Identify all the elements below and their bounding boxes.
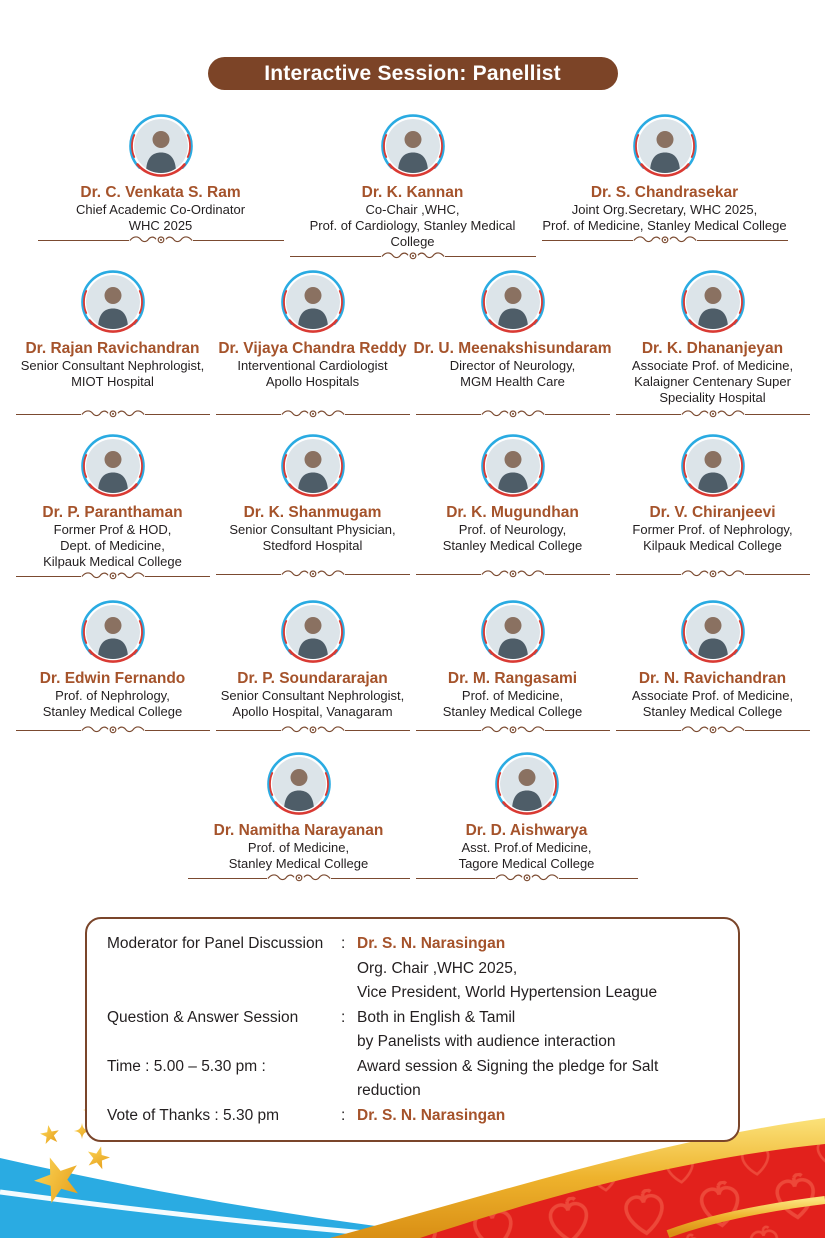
panelist-name: Dr. Edwin Fernando [39, 670, 186, 687]
panelist-name: Dr. P. Paranthaman [42, 504, 183, 521]
info-row-time: Time : 5.00 – 5.30 pm : Award session & Signing the pledge for Salt reduction [107, 1055, 722, 1104]
panelist-card [613, 269, 813, 421]
panelist-role: Chief Academic Co-Ordinator [75, 202, 246, 217]
panelist-role: Speciality Hospital [659, 390, 766, 405]
panelist-card [413, 599, 613, 737]
panelist-name: Dr. M. Rangasami [447, 670, 578, 687]
panelist-photo [680, 269, 746, 335]
panelist-name: Dr. Rajan Ravichandran [25, 340, 200, 357]
panelist-role: Prof. of Nephrology, [55, 688, 170, 703]
panelist-role: Apollo Hospital, Vanagaram [232, 704, 393, 719]
panelist-card [213, 433, 413, 581]
panelist-role: Apollo Hospitals [265, 374, 360, 389]
panelist-photo [480, 433, 546, 499]
panelist-card [213, 269, 413, 421]
panelist-role: Kilpauk Medical College [643, 538, 782, 553]
panelist-photo [680, 433, 746, 499]
ornament-divider [287, 250, 539, 263]
panelist-role: Senior Consultant Physician, [229, 522, 396, 537]
panelist-role: Stanley Medical College [42, 704, 183, 719]
ornament-divider [613, 724, 813, 737]
panelist-name: Dr. V. Chiranjeevi [649, 504, 776, 521]
panelist-name: Dr. K. Mugundhan [446, 504, 579, 521]
ornament-divider [13, 408, 213, 421]
panelist-photo [680, 599, 746, 665]
panelist-role: Prof. of Cardiology, Stanley Medical College [309, 218, 516, 249]
panelist-card [213, 599, 413, 737]
session-info-box [85, 917, 740, 1142]
panelist-card [35, 113, 287, 247]
panelist-name: Dr. U. Meenakshisundaram [413, 340, 612, 357]
panelist-role: Prof. of Medicine, [247, 840, 350, 855]
panelist-role: Asst. Prof.of Medicine, [461, 840, 592, 855]
moderator-title: Org. Chair ,WHC 2025, [357, 959, 518, 977]
panelist-card [185, 751, 413, 885]
panelist-role: Director of Neurology, [449, 358, 576, 373]
panelist-role: Senior Consultant Nephrologist, [20, 358, 205, 373]
moderator-name: Dr. S. N. Narasingan [357, 935, 506, 952]
panelist-role: Prof. of Medicine, Stanley Medical College [542, 218, 787, 233]
panelist-role: Dept. of Medicine, [60, 538, 165, 553]
ornament-divider [413, 568, 613, 581]
panelist-role: WHC 2025 [128, 218, 193, 233]
panelist-photo [632, 113, 698, 179]
panelist-photo [80, 599, 146, 665]
panelist-role: Interventional Cardiologist [237, 358, 388, 373]
panelist-card [287, 113, 539, 247]
panelist-photo [280, 269, 346, 335]
panelist-photo [480, 599, 546, 665]
panelist-name: Dr. C. Venkata S. Ram [80, 184, 241, 201]
info-row: by Panelists with audience interaction [357, 1033, 616, 1050]
panelist-role: Stanley Medical College [442, 538, 583, 553]
panelist-card [13, 269, 213, 421]
panelist-card [413, 751, 641, 885]
panelist-photo [380, 113, 446, 179]
panelist-role: Stedford Hospital [262, 538, 363, 553]
panelist-role: Stanley Medical College [442, 704, 583, 719]
info-row-thanks: Vote of Thanks : 5.30 pm : Dr. S. N. Narasingan [107, 1104, 722, 1129]
panelist-photo [280, 599, 346, 665]
ornament-divider [13, 724, 213, 737]
panelist-card [613, 433, 813, 581]
ornament-divider [613, 408, 813, 421]
page-title: Interactive Session: Panellist [208, 57, 618, 90]
panelist-role: Kalaigner Centenary Super [634, 374, 791, 389]
panelist-role: Kilpauk Medical College [43, 554, 182, 569]
ornament-divider [413, 872, 641, 885]
panelist-card [13, 433, 213, 581]
ornament-divider [185, 872, 413, 885]
panelist-card [413, 269, 613, 421]
info-label: Time : 5.00 – 5.30 pm : [107, 1057, 266, 1075]
panelist-photo [280, 433, 346, 499]
panelist-name: Dr. N. Ravichandran [638, 670, 787, 687]
panelist-role: Stanley Medical College [642, 704, 783, 719]
info-label: Vote of Thanks : 5.30 pm [107, 1106, 280, 1124]
panelist-card [613, 599, 813, 737]
info-row [107, 957, 722, 982]
panelist-name: Dr. D. Aishwarya [465, 822, 588, 839]
panelist-name: Dr. P. Soundararajan [237, 670, 388, 687]
panelist-role: Stanley Medical College [228, 856, 369, 871]
panelist-role: Tagore Medical College [458, 856, 595, 871]
ornament-divider [413, 408, 613, 421]
panelist-row-2 [0, 269, 825, 421]
panelist-role: Former Prof & HOD, [53, 522, 172, 537]
panelist-photo [494, 751, 560, 817]
panelist-role: Associate Prof. of Medicine, [631, 358, 794, 373]
panelist-name: Dr. Namitha Narayanan [213, 822, 384, 839]
panelist-photo [80, 269, 146, 335]
panelist-card [539, 113, 791, 247]
ornament-divider [213, 568, 413, 581]
ornament-divider [213, 408, 413, 421]
panelist-role: Joint Org.Secretary, WHC 2025, [571, 202, 758, 217]
panelist-name: Dr. K. Shanmugam [243, 504, 382, 521]
panelist-card [413, 433, 613, 581]
panelist-photo [266, 751, 332, 817]
panelist-role: Prof. of Medicine, [461, 688, 564, 703]
star-icon [84, 1143, 112, 1170]
panelist-row-5 [0, 751, 825, 885]
info-label: Moderator for Panel Discussion [107, 935, 324, 952]
panelist-role: Prof. of Neurology, [458, 522, 567, 537]
info-row [107, 981, 722, 1006]
panelist-name: Dr. K. Dhananjeyan [641, 340, 784, 357]
panelist-row-3 [0, 433, 825, 581]
panelist-role: Senior Consultant Nephrologist, [220, 688, 405, 703]
panelist-name: Dr. S. Chandrasekar [590, 184, 739, 201]
info-label: Question & Answer Session [107, 1008, 299, 1026]
panelist-photo [80, 433, 146, 499]
ornament-divider [13, 570, 213, 583]
thanks-name: Dr. S. N. Narasingan [357, 1106, 506, 1124]
star-icon [39, 1124, 61, 1145]
ornament-divider [539, 234, 791, 247]
panelist-role: Associate Prof. of Medicine, [631, 688, 794, 703]
panelist-role: Co-Chair ,WHC, [365, 202, 460, 217]
panelist-name: Dr. K. Kannan [361, 184, 464, 201]
panelist-card [13, 599, 213, 737]
panelist-photo [480, 269, 546, 335]
panelist-row-1 [0, 113, 825, 247]
panelist-row-4 [0, 599, 825, 737]
info-row-qa: Question & Answer Session : Both in English & Tamil [107, 1006, 722, 1031]
panelist-name: Dr. Vijaya Chandra Reddy [218, 340, 407, 357]
moderator-title: Vice President, World Hypertension League [357, 984, 658, 1001]
panelist-role: Former Prof. of Nephrology, [632, 522, 793, 537]
panelist-role: MIOT Hospital [71, 374, 154, 389]
ornament-divider [35, 234, 287, 247]
panelist-photo [128, 113, 194, 179]
info-row-moderator: Moderator for Panel Discussion : Dr. S. N. Narasingan [107, 932, 722, 957]
ornament-divider [613, 568, 813, 581]
ornament-divider [413, 724, 613, 737]
ornament-divider [213, 724, 413, 737]
panelist-role: MGM Health Care [460, 374, 565, 389]
